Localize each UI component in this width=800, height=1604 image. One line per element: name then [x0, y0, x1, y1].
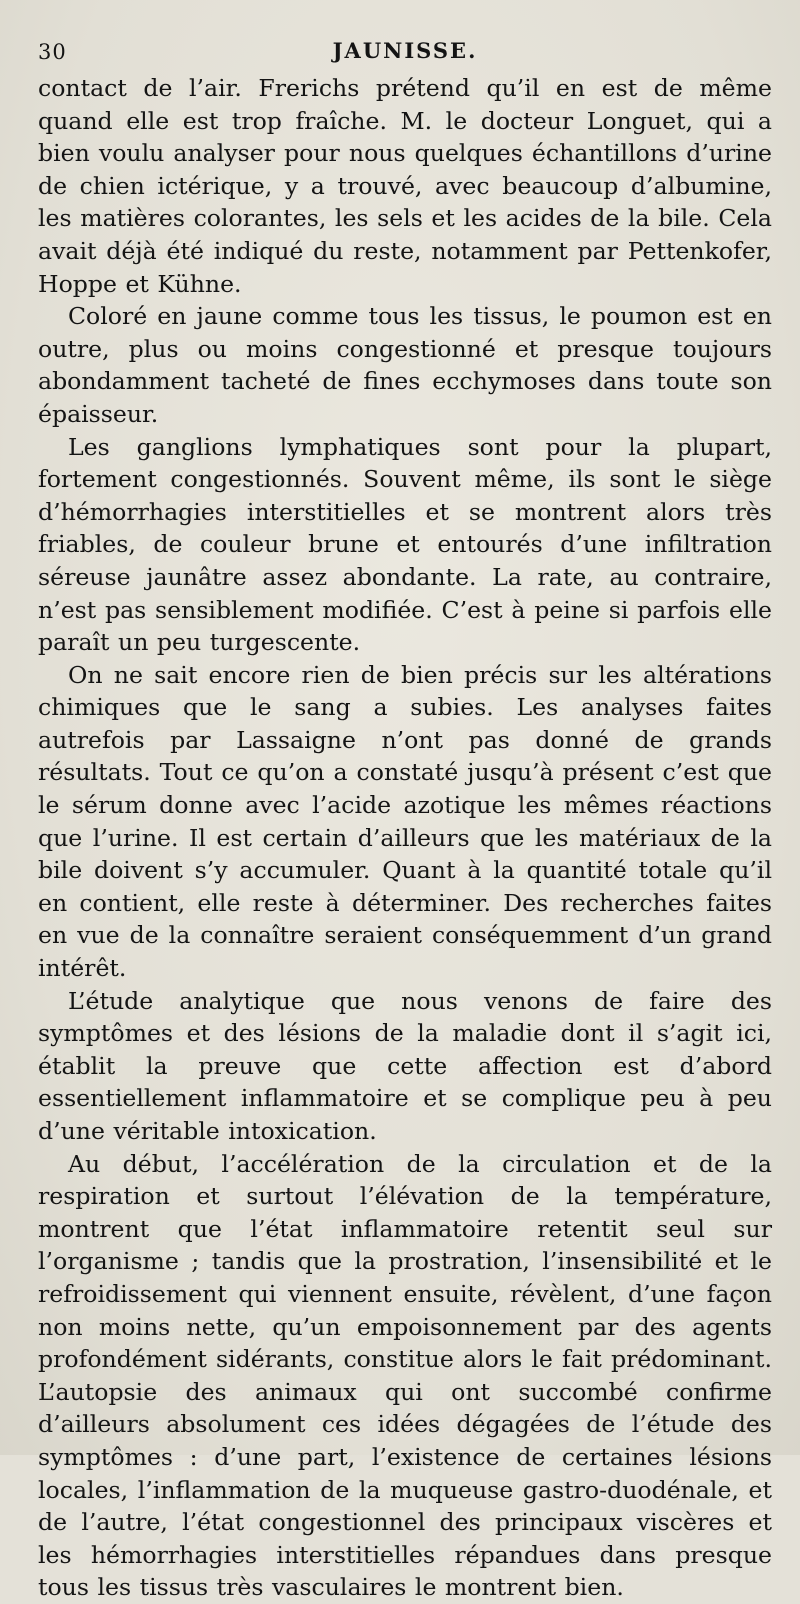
paragraph-bile-urine: contact de l’air. Frerichs prétend qu’il en est de même quand elle est trop fraîche. M. le docteur Longuet, qui a bien voulu analyser pour nous quelques échantillons d’urine de chien ictérique, y a trouvé, avec beaucoup d’albumine, les matières colorantes, les sels et les acides de la bile. Cela avait déjà été indiqué du reste, notamment par Pettenkofer, Hoppe et Kühne.	[38, 74, 772, 298]
page-number: 30	[38, 40, 67, 64]
paragraph-poumon: Coloré en jaune comme tous les tissus, le poumon est en outre, plus ou moins congestionné et presque toujours abondamment tacheté de fines ecchymoses dans toute son épaisseur.	[38, 302, 772, 428]
running-title: JAUNISSE.	[332, 38, 478, 63]
paragraph-etude-analytique: L’étude analytique que nous venons de faire des symptômes et des lésions de la maladie dont il s’agit ici, établit la preuve que cette affection est d’abord essentiellement inflammatoire et se complique peu à peu d’une véritable intoxication.	[38, 986, 772, 1145]
body-text	[38, 72, 772, 1604]
paragraph-debut: Au début, l’accélération de la circulation et de la respiration et surtout l’élévation de la température, montrent que l’état inflammatoire retentit seul sur l’organisme ; tandis que la prostration, l’insensibilité et le refroidissement qui viennent ensuite, révèlent, d’une façon non moins nette, qu’un empoisonnement par des agents profondément sidérants, constitue alors le fait prédominant. L’autopsie des animaux qui ont succombé confirme d’ailleurs absolument ces idées dégagées de l’étude des symptômes : d’une part, l’existence de certaines lésions locales, l’inflammation de la muqueuse gastro-duodénale, et de l’autre, l’état congestionnel des principaux viscères et les hémorrhagies interstitielles répandues dans presque tous les tissus très vasculaires le montrent bien.	[38, 1149, 772, 1602]
paragraph-ganglions: Les ganglions lymphatiques sont pour la plupart, fortement congestionnés. Souvent même, ils sont le siège d’hémorrhagies interstitielles et se montrent alors très friables, de couleur brune et entourés d’une infiltration séreuse jaunâtre assez abondante. La rate, au contraire, n’est pas sensiblement modifiée. C’est à peine si parfois elle paraît un peu turgescente.	[38, 432, 772, 657]
paragraph-sang: On ne sait encore rien de bien précis sur les altérations chimiques que le sang a subies. Les analyses faites autrefois par Lassaigne n’ont pas donné de grands résultats. Tout ce qu’on a constaté jusqu’à présent c’est que le sérum donne avec l’acide azotique les mêmes réactions que l’urine. Il est certain d’ailleurs que les matériaux de la bile doivent s’y accumuler. Quant à la quantité totale qu’il en contient, elle reste à déterminer. Des recherches faites en vue de la connaître seraient conséquemment d’un grand intérêt.	[38, 660, 772, 983]
running-head	[38, 28, 772, 72]
